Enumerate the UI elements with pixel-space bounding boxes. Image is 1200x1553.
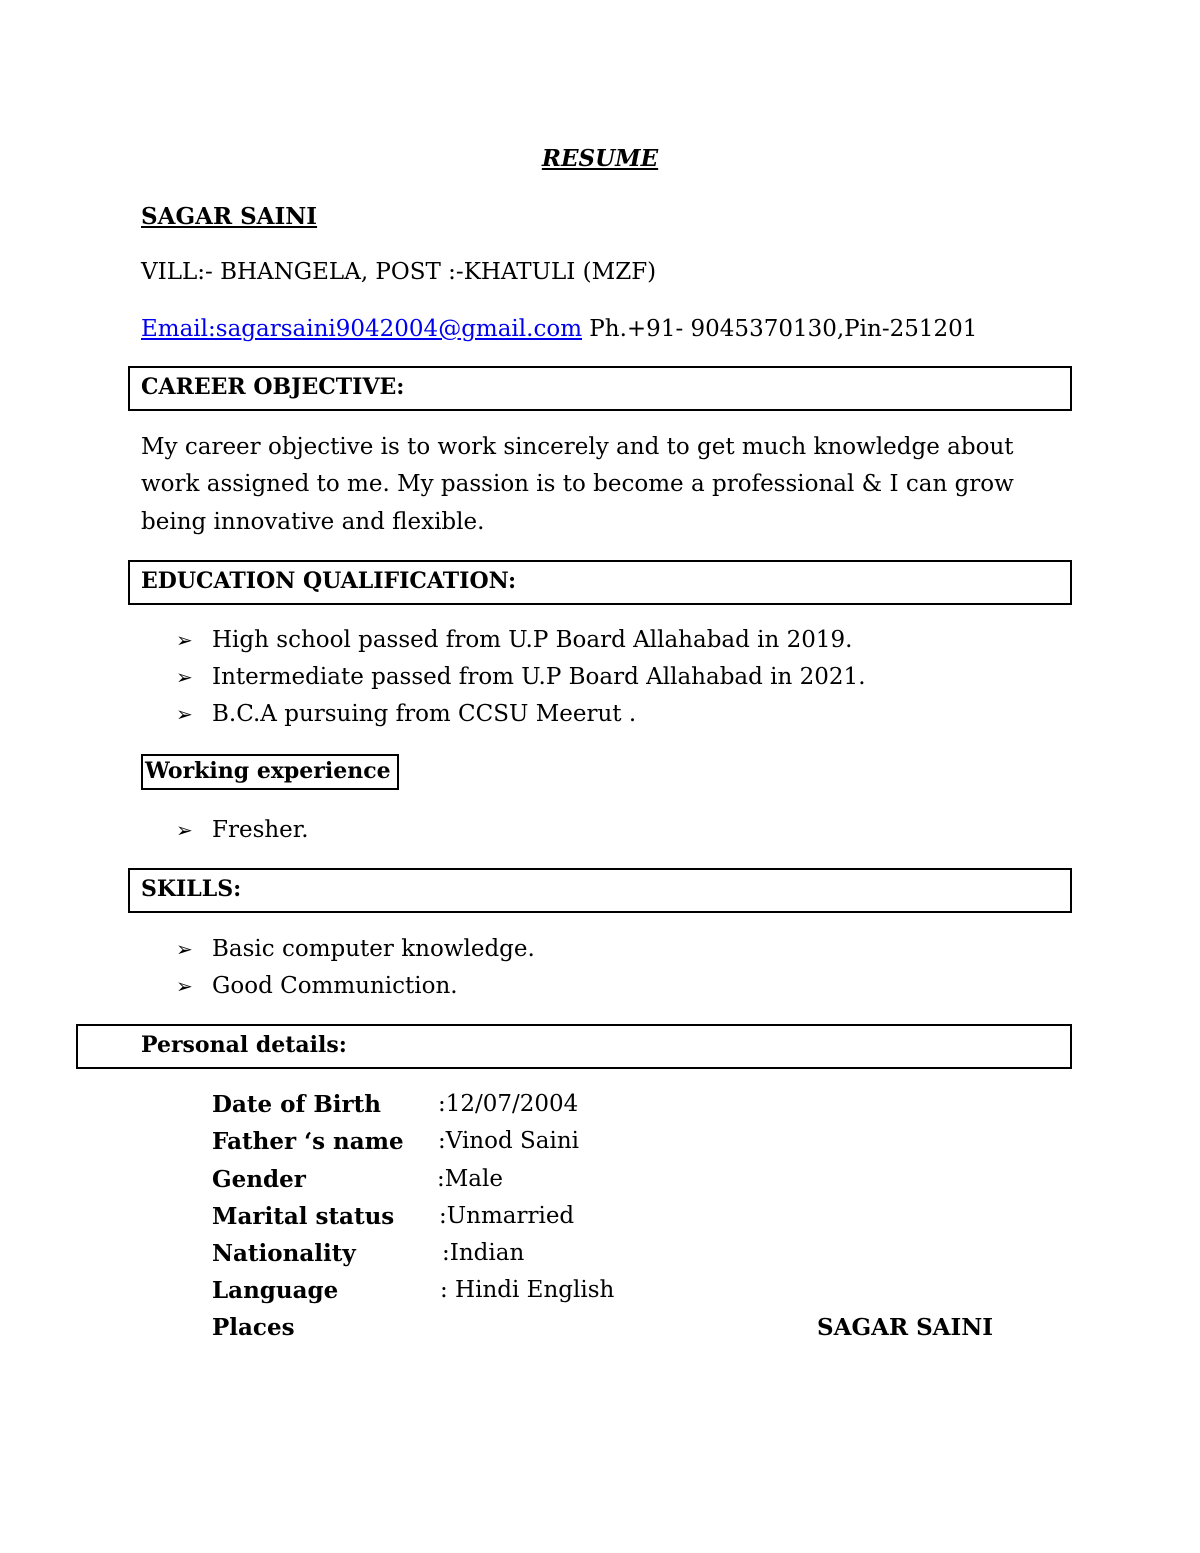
career-objective-line: being innovative and flexible.: [141, 509, 485, 535]
personal-detail-label: Marital status: [212, 1203, 395, 1230]
personal-details-heading: Personal details:: [141, 1032, 347, 1058]
phone-pin: Ph.+91- 9045370130,Pin-251201: [582, 316, 978, 342]
career-objective-line: work assigned to me. My passion is to become a professional & I can grow: [141, 471, 1014, 497]
personal-detail-value: : Hindi English: [440, 1277, 615, 1303]
personal-detail-label: Date of Birth: [212, 1091, 381, 1118]
personal-detail-label: Father ‘s name: [212, 1128, 404, 1155]
signature-name: SAGAR SAINI: [817, 1314, 994, 1341]
list-item: ➢ B.C.A pursuing from CCSU Meerut .: [176, 696, 636, 733]
bullet-arrow-icon: ➢: [176, 937, 193, 961]
resume-title: RESUME: [541, 145, 659, 172]
list-item: ➢ Fresher.: [176, 812, 309, 849]
bullet-arrow-icon: ➢: [176, 628, 193, 652]
skills-heading-box: [128, 868, 1072, 913]
education-heading: EDUCATION QUALIFICATION:: [141, 568, 517, 594]
applicant-name: SAGAR SAINI: [141, 203, 318, 230]
experience-heading: Working experience: [145, 758, 391, 784]
bullet-arrow-icon: ➢: [176, 702, 193, 726]
career-objective-heading-box: [128, 366, 1072, 411]
list-item: ➢ Basic computer knowledge.: [176, 931, 535, 968]
email-link[interactable]: Email:sagarsaini9042004@gmail.com: [141, 316, 582, 342]
bullet-arrow-icon: ➢: [176, 818, 193, 842]
experience-heading-box: [141, 754, 399, 790]
personal-detail-label: Places: [212, 1314, 295, 1341]
personal-detail-label: Gender: [212, 1166, 306, 1193]
personal-detail-value: :Vinod Saini: [438, 1128, 579, 1154]
personal-detail-value: :Unmarried: [439, 1203, 575, 1229]
list-item: ➢ Good Communiction.: [176, 968, 458, 1005]
personal-detail-label: Nationality: [212, 1240, 356, 1267]
personal-detail-value: :12/07/2004: [438, 1091, 579, 1117]
personal-detail-value: :Male: [437, 1166, 503, 1192]
bullet-arrow-icon: ➢: [176, 665, 193, 689]
personal-details-heading-box: [76, 1024, 1072, 1069]
personal-detail-label: Language: [212, 1277, 339, 1304]
career-objective-heading: CAREER OBJECTIVE:: [141, 374, 405, 400]
address-line: VILL:- BHANGELA, POST :-KHATULI (MZF): [141, 259, 657, 285]
list-item: ➢ High school passed from U.P Board Allahabad in 2019.: [176, 622, 853, 659]
contact-line: [141, 311, 977, 348]
list-item: ➢ Intermediate passed from U.P Board Allahabad in 2021.: [176, 659, 866, 696]
skills-heading: SKILLS:: [141, 876, 242, 902]
bullet-arrow-icon: ➢: [176, 974, 193, 998]
career-objective-line: My career objective is to work sincerely and to get much knowledge about: [141, 434, 1014, 460]
education-heading-box: [128, 560, 1072, 605]
personal-detail-value: :Indian: [442, 1240, 525, 1266]
